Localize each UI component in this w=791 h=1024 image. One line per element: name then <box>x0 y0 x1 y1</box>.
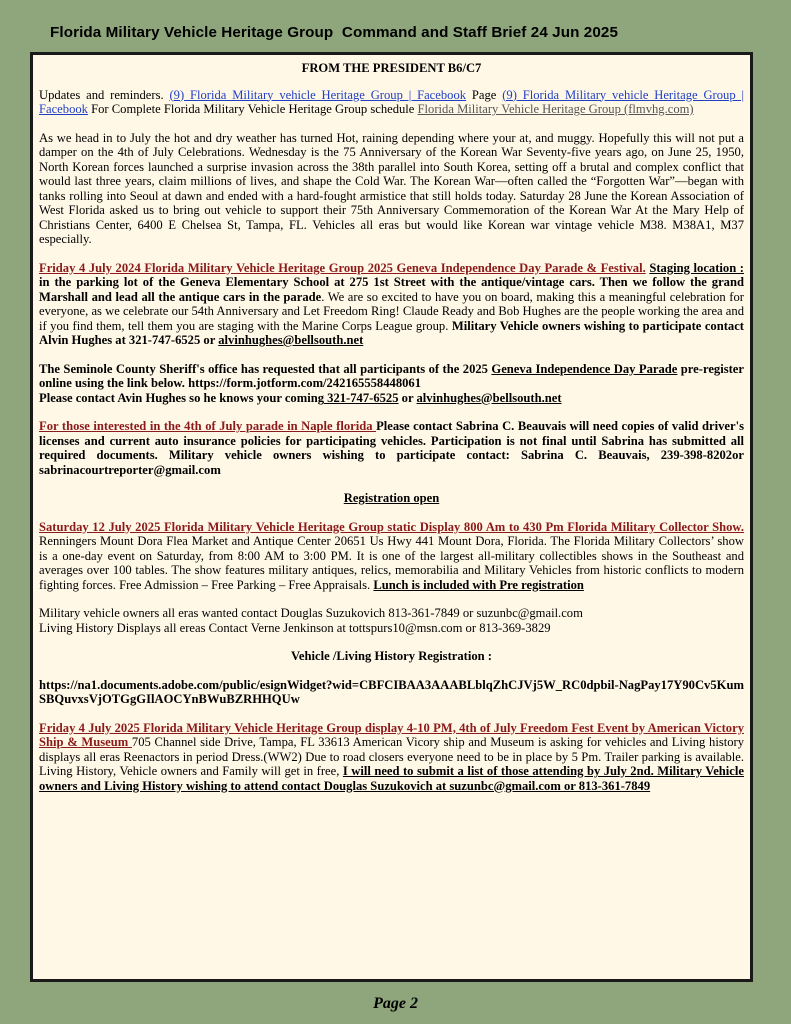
sheriff-text-2: pre-register online using the link below. https://form.jotform.com/242165558448061 <box>39 361 744 390</box>
collector-body: Renningers Mount Dora Flea Market and Antique Center 20651 Us Hwy 441 Mount Dora, Florida. The Florida Military Collectors’ show is a one-day event on Saturday, from 8:00 AM to 3:00 PM. It is one of the largest all-military collectibles shows in the Southeast and averages over 100 tables. The show features military antiques, relics, memorabilia and Military Vehicles from historic conflicts to modern fighting forces. Free Admission – Free Parking – Free Appraisals. <box>39 534 744 592</box>
contacts-paragraph <box>39 606 744 635</box>
collector-heading: Saturday 12 July 2025 Florida Military Vehicle Heritage Group static Display 800 Am to 430 Pm Florida Military Collector Show. <box>39 519 744 534</box>
staging-label: Staging location : <box>649 260 744 275</box>
geneva-body: . We are so excited to have you on board, making this a meaningful celebration for everyone, as we celebrate our 54th Anniversary and Let Freedom Ring! Claude Ready and Bob Hughes are the people working the area and if you find them, tell them you are staging with the Marine Corps League group. <box>39 289 744 333</box>
geneva-contact: Military Vehicle owners wishing to participate contact Alvin Hughes at 321-747-6525 or <box>39 318 744 347</box>
victory-ship-closing: I will need to submit a list of those attending by July 2nd. Military Vehicle owners and Living History wishing to attend contact Douglas Suzukovich at suzunbc@gmail.com or 813-361-7849 <box>39 764 744 793</box>
lunch-note: Lunch is included with Pre registration <box>373 577 584 592</box>
schedule-text: For Complete Florida Military Vehicle Heritage Group schedule <box>87 102 418 116</box>
contact-line-2: Living History Displays all ereas Contact Verne Jenkinson at tottspurs10@msn.com or 813-369-3829 <box>39 620 551 635</box>
geneva-paragraph <box>39 261 744 348</box>
sheriff-paragraph <box>39 362 744 406</box>
geneva-email[interactable]: alvinhughes@bellsouth.net <box>218 333 364 347</box>
website-link[interactable]: Florida Military Vehicle Heritage Group (flmvhg.com) <box>417 102 694 116</box>
sheriff-or: or <box>398 390 417 405</box>
registration-open <box>39 491 744 506</box>
naples-heading: For those interested in the 4th of July parade in Naple florida <box>39 419 377 433</box>
naples-paragraph <box>39 419 744 477</box>
facebook-link-1[interactable]: (9) Florida Military vehicle Heritage Group | Facebook <box>169 87 467 102</box>
staging-text: in the parking lot of the Geneva Elementary School at 275 1st Street with the antique/vintage cars. Then we follow the grand Marshall and lead all the antique cars in the parade <box>39 275 744 304</box>
sheriff-text-3: Please contact Avin Hughes so he knows your coming <box>39 390 325 405</box>
victory-ship-heading: Friday 4 July 2025 Florida Military Vehicle Heritage Group display 4-10 PM, 4th of July Freedom Fest Event by American Victory Ship & Museum <box>39 720 744 749</box>
updates-paragraph <box>39 88 744 117</box>
sheriff-phone: 321-747-6525 <box>324 390 399 405</box>
page-word: Page <box>466 87 503 102</box>
victory-ship-paragraph <box>39 721 744 794</box>
intro-paragraph: As we head in to July the hot and dry weather has turned Hot, raining depending where your at, and muggy. Hopefully this will not put a damper on the 4th of July Celebrations. Wednesday is the 75 Anniversary of the Korean War Seventy-five years ago, on June 25, 1950, North Korean forces launched a surprise invasion across the 38th parallel into South Korea, setting off a brutal and complex conflict that would last three years, claim millions of lives, and shape the Cold War. The Korean War—often called the “Forgotten War”—began with tanks rolling into Seoul at dawn and ended with a hard-fought armistice that still holds today. Saturday 28 June the Korean Association of West Florida asked us to bring out vehicle to support their 75th Anniversary Commemoration of the Korean War At the Mary Help of Christians Center, 6400 E Chelsea St, Tampa, FL. Vehicles all eras but would like Korean war vintage vehicle M38. M38A1, M37 especially. <box>39 130 744 246</box>
registration-open-label: Registration open <box>343 491 440 505</box>
geneva-parade-link: Geneva Independence Day Parade <box>491 361 678 376</box>
registration-url[interactable]: https://na1.documents.adobe.com/public/esignWidget?wid=CBFCIBAA3AAABLblqZhCJVj5W_RC0dpbil-NagPay17Y90Cv5KumSBQuvxsVjOTGgGIlAOCYnBWuBZRHHQUw <box>39 677 744 706</box>
geneva-heading: Friday 4 July 2024 Florida Military Vehicle Heritage Group 2025 Geneva Independence Day Parade & Festival. <box>39 260 646 275</box>
document-header: Florida Military Vehicle Heritage Group Command and Staff Brief 24 Jun 2025 <box>50 24 618 41</box>
updates-intro: Updates and reminders. <box>39 87 170 102</box>
sheriff-text-1: The Seminole County Sheriff's office has requested that all participants of the 2025 <box>39 361 492 376</box>
vehicle-registration-title: Vehicle /Living History Registration : <box>290 649 493 663</box>
sheriff-email[interactable]: alvinhughes@bellsouth.net <box>416 390 562 405</box>
contact-line-1: Military vehicle owners all eras wanted contact Douglas Suzukovich 813-361-7849 or suzunbc@gmail.com <box>39 606 583 620</box>
facebook-link-2[interactable]: (9) Florida Military vehicle Heritage Group | Facebook <box>39 87 744 116</box>
collector-paragraph <box>39 520 744 593</box>
page-number: Page 2 <box>373 995 418 1012</box>
naples-body: Please contact Sabrina C. Beauvais will need copies of valid driver's licenses and current auto insurance policies for participating vehicles. Participation is not final until Sabrina has submitted all required documents. Military vehicle owners wishing to participate contact: Sabrina C. Beauvais, 239-398-8202or sabrinacourtreporter@gmail.com <box>39 419 744 477</box>
section-title: FROM THE PRESIDENT B6/C7 <box>301 61 482 75</box>
victory-ship-body: 705 Channel side Drive, Tampa, FL 33613 American Vicory ship and Museum is asking for vehicles and Living history displays all eras Reenactors in period Dress.(WW2) Due to road closers everyone need to be in place by 5 Pm. Trailer parking is available. Living History, Vehicle owners and Family will get in free, <box>39 735 745 778</box>
president-brief-panel <box>30 52 753 982</box>
